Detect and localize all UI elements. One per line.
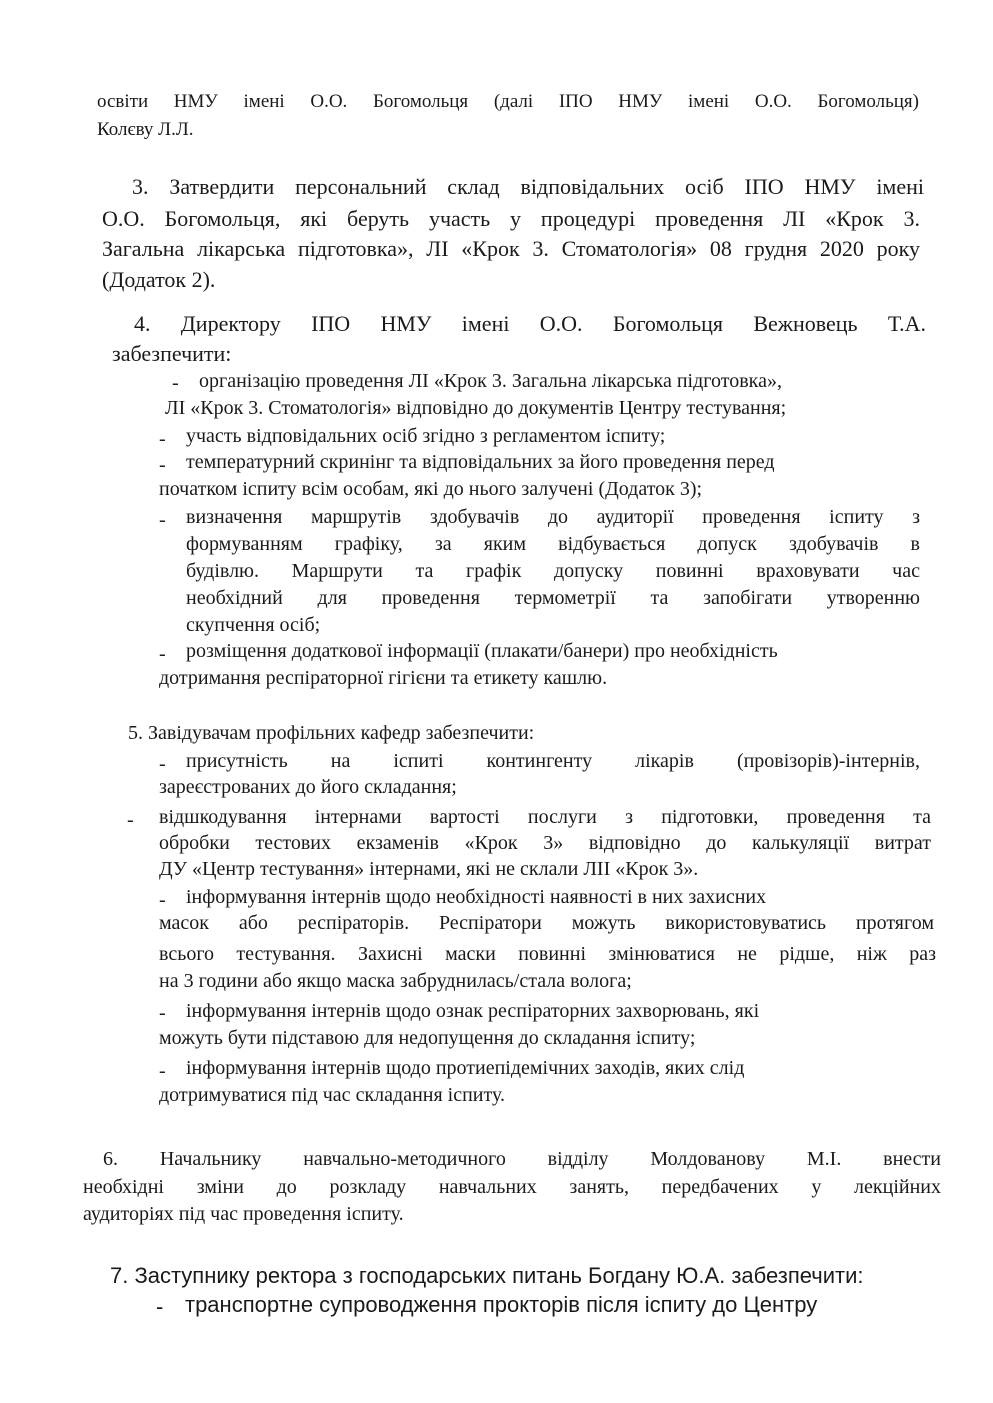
list-dash: - <box>156 1294 164 1319</box>
paragraph-4-line: 4. Директору ІПО НМУ імені О.О. Богомольця Вежновець Т.А. <box>134 311 926 336</box>
paragraph-6-line: необхідні зміни до розкладу навчальних занять, передбачених у лекційних <box>83 1176 941 1198</box>
list-dash: - <box>159 1002 166 1024</box>
list-item-line: масок або респіраторів. Респіратори можуть використовуватись протягом <box>159 912 934 934</box>
paragraph-5-line: 5. Завідувачам профільних кафедр забезпечити: <box>128 722 535 744</box>
list-item-line: температурний скринінг та відповідальних за його проведення перед <box>186 451 775 473</box>
list-item-line: транспортне супроводження прокторів після іспиту до Центру <box>185 1292 818 1317</box>
list-item-line: зареєстрованих до його складання; <box>159 776 457 798</box>
intro-line: Колєву Л.Л. <box>97 119 194 140</box>
list-dash: - <box>159 1060 166 1082</box>
list-dash: - <box>159 643 166 665</box>
list-item-line: інформування інтернів щодо ознак респіраторних захворювань, які <box>186 1000 760 1022</box>
list-item-line: дотримання респіраторної гігієни та етикету кашлю. <box>159 667 608 689</box>
list-item-line: участь відповідальних осіб згідно з регламентом іспиту; <box>186 425 666 447</box>
list-item-line: присутність на іспиті контингенту лікарів (провізорів)-інтернів, <box>186 750 920 772</box>
list-item-line: на 3 години або якщо маска забруднилась/стала волога; <box>159 970 632 992</box>
paragraph-6-line: аудиторіях під час проведення іспиту. <box>83 1203 404 1225</box>
paragraph-6-line: 6. Начальнику навчально-методичного відділу Молдованову М.І. внести <box>103 1148 941 1170</box>
paragraph-3-line: (Додаток 2). <box>102 267 216 292</box>
list-item-line: інформування інтернів щодо протиепідемічних заходів, яких слід <box>186 1057 745 1079</box>
list-item-line: початком іспиту всім особам, які до нього залучені (Додаток 3); <box>159 478 703 500</box>
list-item-line: розміщення додаткової інформації (плакати/банери) про необхідність <box>186 640 778 662</box>
list-item-line: ДУ «Центр тестування» інтернами, які не склали ЛІІ «Крок 3». <box>159 858 699 880</box>
list-dash: - <box>172 372 179 394</box>
paragraph-7-line: 7. Заступнику ректора з господарських питань Богдану Ю.А. забезпечити: <box>110 1263 864 1288</box>
list-item-line: скупчення осіб; <box>186 614 321 636</box>
list-item-line: визначення маршрутів здобувачів до аудиторії проведення іспиту з <box>186 506 920 528</box>
paragraph-4-line: забезпечити: <box>112 341 232 366</box>
paragraph-3-line: 3. Затвердити персональний склад відповідальних осіб ІПО НМУ імені <box>132 174 924 199</box>
list-dash: - <box>127 809 134 831</box>
list-item-line: всього тестування. Захисні маски повинні змінюватися не рідше, ніж раз <box>159 943 936 965</box>
paragraph-3-line: Загальна лікарська підготовка», ЛІ «Крок 3. Стоматологія» 08 грудня 2020 року <box>102 236 920 261</box>
list-item-line: можуть бути підставою для недопущення до складання іспиту; <box>159 1027 696 1049</box>
list-item-line: необхідний для проведення термометрії та запобігати утворенню <box>186 587 920 609</box>
list-item-line: формуванням графіку, за яким відбувається допуск здобувачів в <box>186 533 920 555</box>
list-dash: - <box>159 454 166 476</box>
intro-line: освіти НМУ імені О.О. Богомольця (далі ІПО НМУ імені О.О. Богомольця) <box>97 91 919 112</box>
list-dash: - <box>159 889 166 911</box>
list-item-line: ЛІ «Крок 3. Стоматологія» відповідно до документів Центру тестування; <box>165 397 787 419</box>
list-item-line: інформування інтернів щодо необхідності наявності в них захисних <box>186 886 767 908</box>
list-dash: - <box>159 753 166 775</box>
list-dash: - <box>159 509 166 531</box>
list-item-line: відшкодування інтернами вартості послуги з підготовки, проведення та <box>159 806 931 828</box>
list-item-line: обробки тестових екзаменів «Крок 3» відповідно до калькуляції витрат <box>159 832 931 854</box>
list-dash: - <box>159 428 166 450</box>
list-item-line: дотримуватися під час складання іспиту. <box>159 1084 505 1106</box>
list-item-line: організацію проведення ЛІ «Крок 3. Загальна лікарська підготовка», <box>199 370 782 392</box>
paragraph-3-line: О.О. Богомольця, які беруть участь у процедурі проведення ЛІ «Крок 3. <box>102 206 920 231</box>
list-item-line: будівлю. Маршрути та графік допуску повинні враховувати час <box>186 560 920 582</box>
